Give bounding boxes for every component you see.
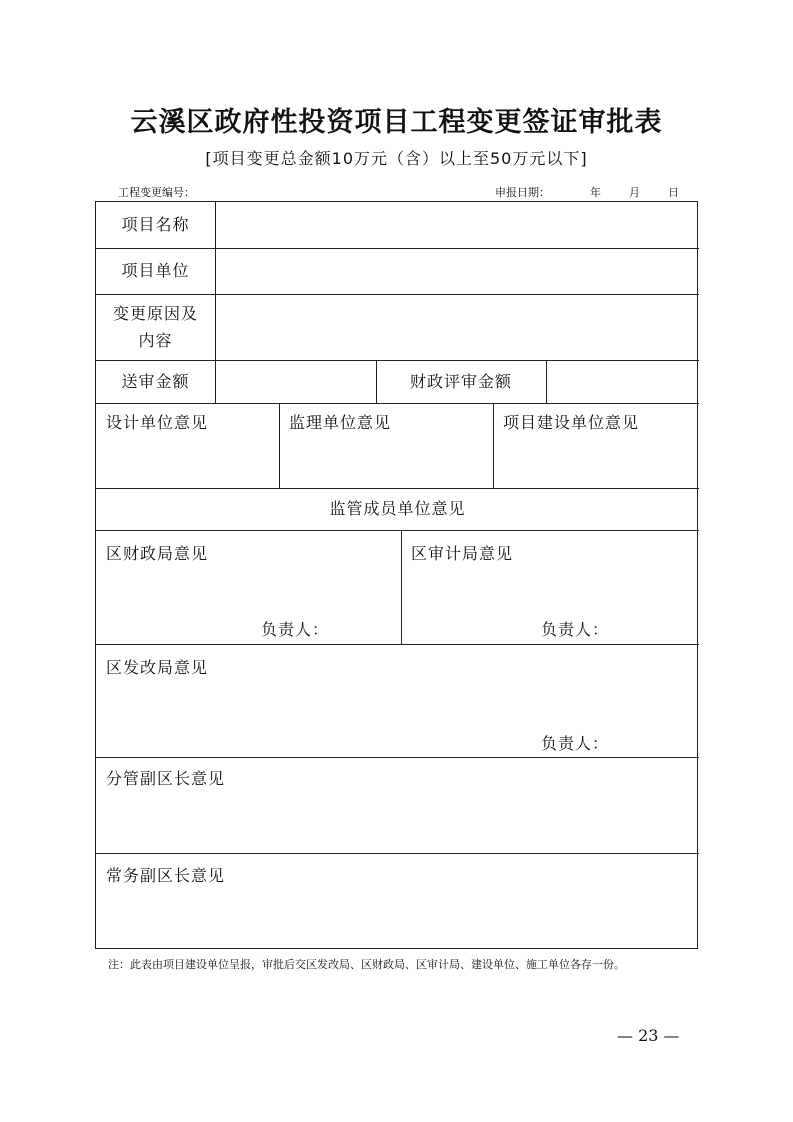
month-label: 月 — [629, 186, 640, 199]
design-unit-opinion-label: 设计单位意见 — [106, 413, 209, 432]
finance-bureau-opinion-label: 区财政局意见 — [106, 544, 209, 563]
audit-bureau-responsible-label: 负责人： — [541, 620, 610, 639]
form-subtitle: [项目变更总金额10万元（含）以上至50万元以下] — [205, 149, 588, 168]
row-divider — [96, 853, 699, 854]
report-date-label: 申报日期： — [495, 186, 550, 199]
row-divider — [96, 403, 699, 404]
finance-bureau-responsible-label: 负责人： — [261, 620, 330, 639]
submitted-amount-label: 送审金额 — [121, 371, 190, 391]
project-name-field[interactable] — [215, 202, 699, 248]
row-divider — [96, 530, 699, 531]
deputy-in-charge-opinion-label: 分管副区长意见 — [106, 769, 226, 788]
footnote: 注：此表由项目建设单位呈报，审批后交区发改局、区财政局、区审计局、建设单位、施工单位各存一份。 — [108, 958, 625, 971]
supervision-unit-opinion-label: 监理单位意见 — [289, 413, 392, 432]
column-divider — [279, 403, 280, 488]
column-divider — [401, 530, 402, 644]
report-date — [495, 184, 679, 200]
page-number: — 23 — — [617, 1026, 680, 1045]
development-reform-opinion-label: 区发改局意见 — [106, 658, 209, 677]
row-divider — [96, 757, 699, 758]
form-title: 云溪区政府性投资项目工程变更签证审批表 — [130, 107, 663, 138]
regulatory-members-header: 监管成员单位意见 — [329, 499, 466, 518]
project-name-label: 项目名称 — [121, 215, 190, 234]
audit-bureau-opinion-label: 区审计局意见 — [411, 544, 514, 563]
row-divider — [96, 644, 699, 645]
change-number-label: 工程变更编号： — [118, 186, 195, 199]
change-reason-label: 变更原因及内容 — [112, 304, 198, 350]
development-reform-responsible-label: 负责人： — [541, 734, 610, 753]
executive-deputy-opinion-label: 常务副区长意见 — [106, 866, 226, 885]
finance-review-amount-field[interactable] — [546, 360, 699, 403]
construction-unit-opinion-label: 项目建设单位意见 — [503, 413, 640, 432]
change-reason-field[interactable] — [215, 294, 699, 360]
finance-review-amount-label: 财政评审金额 — [409, 371, 512, 391]
project-unit-field[interactable] — [215, 248, 699, 294]
day-label: 日 — [668, 186, 679, 199]
year-label: 年 — [590, 186, 601, 199]
submitted-amount-field[interactable] — [215, 360, 376, 403]
column-divider — [493, 403, 494, 488]
project-unit-label: 项目单位 — [121, 261, 190, 280]
approval-form-table — [95, 201, 698, 949]
